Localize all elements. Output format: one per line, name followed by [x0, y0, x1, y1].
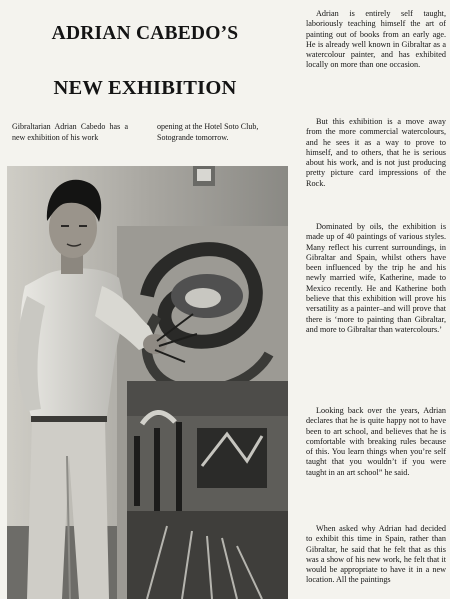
- article-paragraph: Looking back over the years, Adrian declares that he is quite happy not to have been to art school, and believes that he is comfortable with breaking rules because of this. You learn things when you’re self taught that you wouldn’t if you were taught in an art school” he said.: [306, 406, 446, 477]
- article-paragraph: When asked why Adrian had decided to exhibit this time in Spain, rather than Gibraltar, he said that he felt that as this was a show of his new work, he felt that it would be appropriate to have it in a new location. All the paintings: [306, 524, 446, 585]
- article-paragraph: Adrian is entirely self taught, laboriously teaching himself the art of painting out of books from an early age. He is already well known in Gibraltar as a watercolour painter, and has exhibited locally on more than one occasion.: [306, 9, 446, 70]
- headline-line-1: ADRIAN CABEDO’S: [51, 23, 239, 44]
- article-paragraph: But this exhibition is a move away from the more commercial watercolours, and he sees it as a way to prove to himself, and to others, that he is serious about his work, and is not just producing pretty picture card impressions of the Rock.: [306, 117, 446, 188]
- headline-line-2: NEW EXHIBITION: [53, 77, 237, 99]
- intro-text-right: opening at the Hotel Soto Club, Sotogrande tomorrow.: [157, 122, 259, 142]
- article-paragraph: Dominated by oils, the exhibition is made up of 40 paintings of various styles. Many reflect his current surroundings, in Gibraltar and Spain, whilst others have been influenced by the trip he and his newly married wife, Katherine, made to Mexico recently. He and Katherine both believe that this exhibition will prove his versatility as a painter–and will prove that there is ‘more to painting than Gibraltar, and more to Gibraltar than watercolours.’: [306, 222, 446, 334]
- intro-text-left: Gibraltarian Adrian Cabedo has a new exhibition of his work: [12, 122, 128, 142]
- artist-photo: [7, 166, 288, 599]
